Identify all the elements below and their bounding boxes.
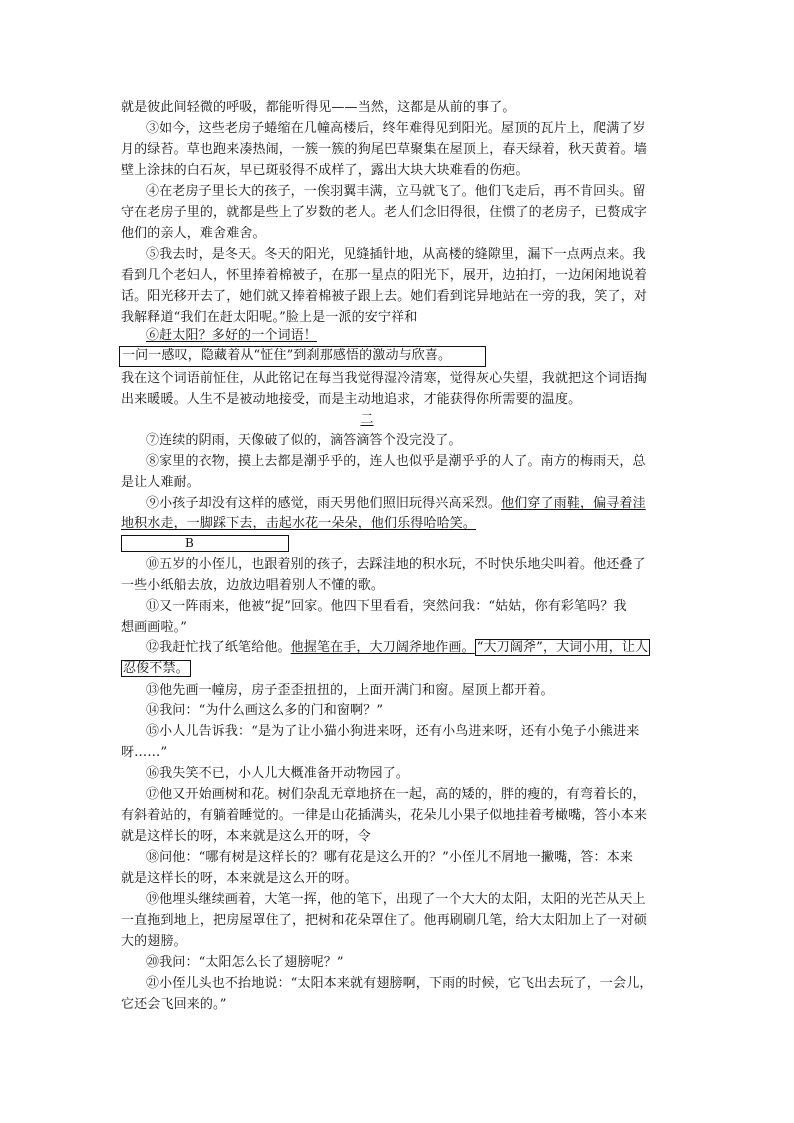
text-line: 是让人难耐。 [121, 475, 200, 490]
text-line: 看到几个老妇人，怀里捧着棉被子，在那一星点的阳光下，展开，边拍打，一边闲闲地说着 [121, 268, 648, 283]
paragraph-5: ⑤我去时，是冬天。冬天的阳光，见缝插针地，从高楼的缝隙里，漏下一点两点来。我 [146, 247, 646, 262]
text-line: 它还会飞回来的。” [121, 997, 227, 1012]
text-line: 壁上涂抹的白石灰，早已斑驳得不成样了，露出大块大块难看的伤疤。 [121, 163, 529, 178]
paragraph-11: ⑪又一阵雨来，他被“捉”回家。他四下里看看，突然问我：“姑姑，你有彩笔吗？我 [146, 599, 627, 614]
text-line: 有斜着站的，有躺着睡觉的。一律是山花插满头，花朵儿小果子似地挂着考橄嘴，答小本来 [121, 808, 648, 823]
text-line [121, 659, 681, 679]
answer-box-b: B [121, 535, 289, 552]
annotation-text: 一问一感叹，隐藏着从“怔住”到刹那感悟的激动与欣喜。 [122, 348, 452, 363]
text-line: 大的翅膀。 [121, 934, 187, 949]
text-line [121, 514, 681, 534]
text-line: 就是这样长的呀，本来就是这么开的呀，令 [121, 829, 371, 844]
section-heading: 二 [360, 412, 374, 427]
paragraph-20: ⑳我问：“太阳怎么长了翅膀呢？” [146, 955, 344, 970]
paragraph-14: ⑭我问：“为什么画这么多的门和窗啊？” [146, 703, 384, 718]
boxed-annotation: “大刀阔斧”，大词小用，让人 [476, 640, 649, 655]
paragraph-19: ⑲他埋头继续画着，大笔一挥，他的笔下，出现了一个大大的太阳，太阳的光芒从天上 [146, 892, 646, 907]
paragraph-13: ⑬他先画一幢房，房子歪歪扭扭的，上面开满门和窗。屋顶上都开着。 [146, 683, 554, 698]
text-line: 出来暖暖。人生不是被动地接受，而是主动地追求，才能获得你所需要的温度。 [121, 392, 582, 407]
text-line: 一些小纸船去放，边放边唱着别人不懂的歌。 [121, 578, 385, 593]
text-line: 我在这个词语前怔住，从此铭记在每当我觉得湿冷清寒，觉得灰心失望，我就把这个词语掏 [121, 371, 648, 386]
underlined-sentence: 他们穿了雨鞋，偏寻着洼 [501, 496, 646, 511]
paragraph-8: ⑧家里的衣物，摸上去都是潮乎乎的，连人也似乎是潮乎乎的人了。南方的梅雨天，总 [146, 454, 646, 469]
boxed-annotation: 忍俊不禁。 [123, 661, 189, 676]
underlined-phrase: ⑥赶太阳？多好的一个词语！ [146, 328, 317, 343]
text-line: 他们的亲人，难舍难舍。 [121, 226, 266, 241]
text-line: 一直拖到地上，把房屋罩住了，把树和花朵罩住了。他再刷刷几笔，给大太阳加上了一对硕 [121, 913, 648, 928]
paragraph-3: ③如今，这些老房子蜷缩在几幢高楼后，终年难得见到阳光。屋顶的瓦片上，爬满了岁 [146, 121, 646, 136]
paragraph-10: ⑩五岁的小侄儿，也跟着别的孩子，去踩洼地的积水玩，不时快乐地尖叫着。他还叠了 [146, 557, 646, 572]
text-line: 月的绿苔。草也跑来凑热闹，一簇一簇的狗尾巴草聚集在屋顶上，春天绿着，秋天黄着。墙 [121, 142, 648, 157]
text-line: 就是这样长的呀，本来就是这么开的呀。 [121, 871, 358, 886]
paragraph-12: ⑫我赶忙找了纸笔给他。他握笔在手，大刀阔斧地作画。 “大刀阔斧”，大词小用，让人 [146, 640, 649, 655]
paragraph-18: ⑱问他：“哪有树是这样长的？哪有花是这么开的？”小侄儿不屑地一撇嘴，答：本来 [146, 850, 633, 865]
underlined-sentence: 地积水走，一脚踩下去，击起水花一朵朵，他们乐得哈哈笑。 [121, 516, 477, 531]
paragraph-21: ㉑小侄儿头也不抬地说：“太阳本来就有翅膀啊，下雨的时候，它飞出去玩了，一会儿， [146, 976, 653, 991]
paragraph-7: ⑦连续的阴雨，天像破了似的，滴答滴答个没完没了。 [146, 433, 462, 448]
text-line: 就是彼此间轻微的呼吸，都能听得见——当然，这都是从前的事了。 [121, 100, 516, 115]
underlined-sentence: 他握笔在手，大刀阔斧地作画。 [290, 640, 475, 655]
text-line: 话。阳光移开去了，她们就又捧着棉被子跟上去。她们看到诧异地站在一旁的我，笑了，对 [121, 289, 648, 304]
paragraph-16: ⑯我失笑不已，小人儿大概准备开动物园了。 [146, 766, 410, 781]
paragraph-4: ④在老房子里长大的孩子，一俟羽翼丰满，立马就飞了。他们飞走后，再不肯回头。留 [146, 184, 646, 199]
paragraph-15: ⑮小人儿告诉我：“是为了让小猫小狗进来呀，还有小鸟进来呀，还有小兔子小熊进来 [146, 724, 640, 739]
paragraph-17: ⑰他又开始画树和花。树们杂乱无章地挤在一起，高的矮的，胖的瘦的，有弯着长的， [146, 787, 646, 802]
paragraph-6 [146, 326, 681, 346]
text-line: 呀……” [121, 745, 168, 760]
paragraph-9: ⑨小孩子却没有这样的感觉，雨天男他们照旧玩得兴高采烈。他们穿了雨鞋，偏寻着洼 [146, 496, 646, 511]
text-line: 守在老房子里的，就都是些上了岁数的老人。老人们念旧得很，住惯了的老房子，已赘成字 [121, 205, 648, 220]
text-line: 想画画啦。” [121, 620, 188, 635]
text-line: 我解释道“我们在赶太阳呢。”脸上是一派的安宁祥和 [121, 310, 418, 325]
